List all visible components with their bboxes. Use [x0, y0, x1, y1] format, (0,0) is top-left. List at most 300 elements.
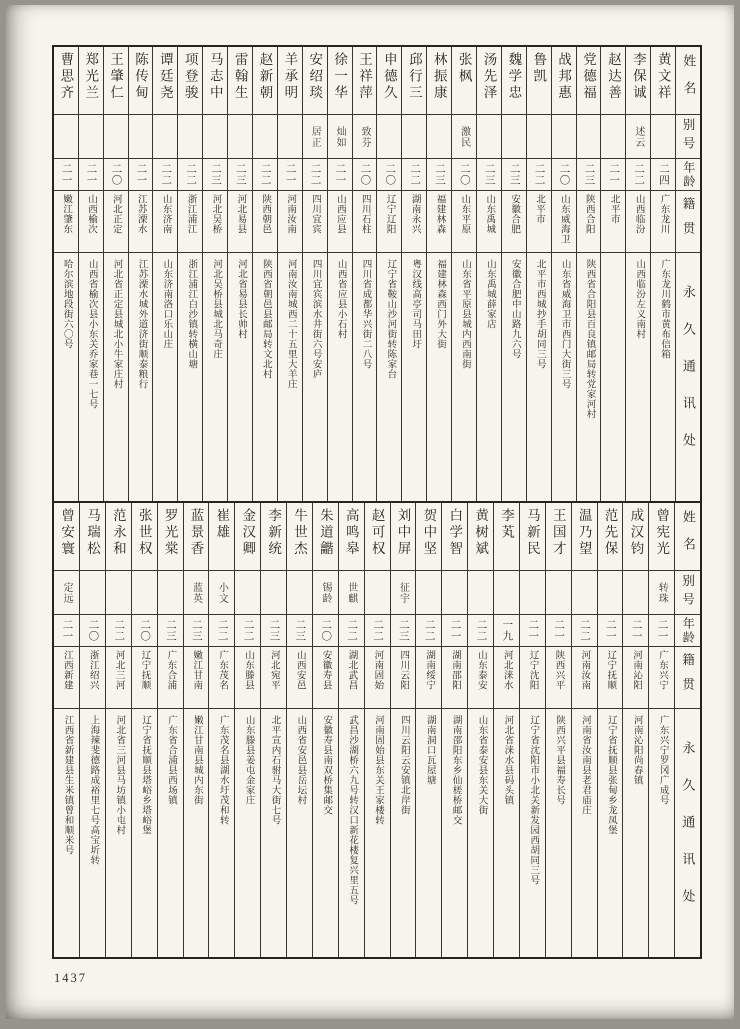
name-cell [494, 503, 519, 571]
alias-cell [552, 115, 576, 159]
address-cell [520, 709, 545, 957]
name-cell-text: 赵新朝 [257, 52, 273, 102]
name-cell-text: 党德福 [581, 52, 597, 102]
age-cell [494, 615, 519, 647]
age-cell-text: 二二 [578, 619, 590, 642]
name-cell-text: 雷翰生 [232, 52, 248, 102]
alias-cell [106, 571, 131, 615]
name-cell [278, 47, 302, 115]
address-cell [153, 253, 177, 501]
address-cell-text: 河南固始县东关王家楼转 [373, 715, 384, 825]
alias-cell [502, 115, 526, 159]
age-cell [129, 159, 153, 191]
origin-cell-text: 河南汝南 [579, 650, 590, 690]
origin-cell-text: 山东济南 [160, 194, 171, 234]
name-cell-text: 王祥萍 [357, 52, 373, 102]
origin-cell [178, 191, 202, 253]
person-column [287, 503, 313, 957]
name-cell [228, 47, 252, 115]
address-cell-text: 河北省易县长帅村 [236, 259, 246, 339]
origin-cell [598, 647, 623, 709]
name-cell [54, 503, 79, 571]
name-cell [178, 47, 202, 115]
header-address-label [675, 709, 700, 957]
alias-cell [626, 115, 650, 159]
origin-cell [129, 191, 153, 253]
name-cell-text: 曾宪光 [654, 508, 670, 558]
age-cell-text: 二〇 [458, 163, 470, 186]
age-cell-text: 二二 [533, 163, 545, 186]
address-cell-text: 浙江浦江白沙镇转横山塘 [186, 259, 197, 369]
origin-cell-text: 河南固始 [372, 650, 383, 690]
age-cell [468, 615, 493, 647]
origin-cell-text: 四川宜宾 [310, 194, 320, 234]
age-cell-text: 二〇 [139, 619, 151, 642]
person-column [178, 47, 203, 501]
origin-cell-text: 河北涞水 [501, 650, 512, 690]
header-age-text: 年龄 [681, 616, 696, 645]
origin-cell [572, 647, 597, 709]
age-cell-text: 二二 [371, 619, 383, 642]
address-cell [253, 253, 277, 501]
address-cell [402, 253, 426, 501]
address-cell-text: 河北省涞水县码头镇 [502, 715, 513, 805]
age-cell [209, 615, 234, 647]
address-cell [313, 709, 338, 957]
name-cell [427, 47, 451, 115]
name-cell [527, 47, 551, 115]
address-cell [339, 709, 364, 957]
origin-cell-text: 河北三河 [113, 650, 124, 690]
age-cell-text: 二二 [216, 619, 228, 642]
address-cell-text: 河南汝南城西二十五里大羊庄 [285, 259, 296, 389]
page-number: 1437 [54, 971, 87, 985]
address-cell [377, 253, 401, 501]
origin-cell-text: 山西临汾 [633, 194, 644, 234]
alias-cell-text: 灿如 [334, 125, 346, 148]
header-name-label [675, 503, 700, 571]
name-cell-text: 徐一华 [332, 52, 348, 102]
origin-cell [649, 647, 674, 709]
age-cell [477, 159, 501, 191]
address-cell [203, 253, 227, 501]
person-column [546, 503, 572, 957]
header-address-text: 永久通讯处 [680, 284, 696, 470]
age-cell-text: 二二 [160, 163, 172, 186]
alias-cell-text: 征宇 [397, 581, 409, 604]
person-column [313, 503, 339, 957]
origin-cell [391, 647, 416, 709]
alias-cell [253, 115, 277, 159]
directory-table-top [52, 45, 702, 503]
address-cell-text: 哈尔滨地段街六〇号 [61, 259, 72, 349]
age-cell [452, 159, 476, 191]
age-cell [442, 615, 467, 647]
address-cell-text: 四川省成都华兴街二八号 [360, 259, 371, 369]
origin-cell [132, 647, 157, 709]
age-cell-text: 二一 [60, 163, 72, 186]
origin-cell-text: 北平市 [534, 194, 545, 224]
alias-cell [365, 571, 390, 615]
address-cell [287, 709, 312, 957]
origin-cell [209, 647, 234, 709]
person-column [427, 47, 452, 501]
age-cell [104, 159, 128, 191]
name-cell [651, 47, 675, 115]
age-cell-text: 二〇 [558, 163, 570, 186]
age-cell-text: 二一 [135, 163, 147, 186]
name-cell-text: 崔雄 [214, 508, 230, 541]
origin-cell-text: 湖南邵阳 [450, 650, 460, 690]
person-column [54, 503, 80, 957]
name-cell [184, 503, 209, 571]
origin-cell-text: 陕西合阳 [583, 194, 594, 234]
origin-cell [452, 191, 476, 253]
age-cell [552, 159, 576, 191]
alias-cell [261, 571, 286, 615]
alias-cell [54, 115, 78, 159]
origin-cell-text: 山东威海卫 [558, 194, 569, 244]
address-cell-text: 辽宁省抚顺县张甸乡龙凤堡 [605, 715, 616, 835]
origin-cell-text: 河北宛平 [268, 650, 279, 690]
name-cell-text: 陈传甸 [133, 52, 149, 102]
name-cell-text: 谭廷尧 [157, 52, 173, 102]
address-cell-text: 山东滕县姜屯金家庄 [243, 715, 254, 805]
directory-tables [52, 45, 702, 959]
name-cell [339, 503, 364, 571]
name-cell [209, 503, 234, 571]
name-cell-text: 白学智 [447, 508, 463, 558]
origin-cell [353, 191, 377, 253]
alias-cell [572, 571, 597, 615]
name-cell-text: 曹思齐 [58, 52, 74, 102]
name-cell-text: 贺中坚 [421, 508, 437, 558]
address-cell [527, 253, 551, 501]
alias-cell [129, 115, 153, 159]
name-cell-text: 朱道龤 [317, 508, 333, 558]
name-cell-text: 邱行三 [406, 52, 422, 102]
age-cell-text: 二一 [334, 163, 346, 186]
age-cell [427, 159, 451, 191]
person-column [253, 47, 278, 501]
age-cell-text: 二一 [656, 619, 668, 642]
age-cell-text: 二三 [268, 619, 280, 642]
age-cell-text: 二三 [190, 619, 202, 642]
origin-cell-text: 辽宁抚顺 [139, 650, 150, 690]
name-cell [416, 503, 441, 571]
age-cell [402, 159, 426, 191]
origin-cell-text: 江西新建 [61, 650, 72, 690]
age-cell [79, 159, 103, 191]
alias-cell [132, 571, 157, 615]
age-cell-text: 二一 [61, 619, 73, 642]
origin-cell-text: 广东合浦 [165, 650, 176, 690]
address-cell [328, 253, 352, 501]
name-cell [365, 503, 390, 571]
address-cell [178, 253, 202, 501]
alias-cell [228, 115, 252, 159]
person-column [527, 47, 552, 501]
age-cell-text: 二二 [346, 619, 358, 642]
address-cell [572, 709, 597, 957]
origin-cell-text: 四川石柱 [359, 194, 370, 234]
address-cell-text: 北平市西城抄手胡同三号 [534, 259, 545, 369]
origin-cell [328, 191, 352, 253]
name-cell [546, 503, 571, 571]
address-cell-text: 山东济南洛口乐山庄 [161, 259, 172, 349]
origin-cell [494, 647, 519, 709]
name-cell-text: 金汉卿 [240, 508, 256, 558]
header-alias-label [675, 571, 700, 615]
person-column [365, 503, 391, 957]
name-cell-text: 曾安寰 [59, 508, 75, 558]
alias-cell-text: 激民 [458, 125, 470, 148]
person-column [54, 47, 79, 501]
person-column [391, 503, 417, 957]
header-origin-text: 籍贯 [681, 197, 696, 246]
alias-cell [391, 571, 416, 615]
person-column [353, 47, 378, 501]
alias-cell-text: 定远 [61, 581, 73, 604]
name-cell-text: 马新民 [524, 508, 540, 558]
header-column [676, 47, 700, 501]
age-cell-text: 二三 [164, 619, 176, 642]
age-cell [520, 615, 545, 647]
address-cell [353, 253, 377, 501]
origin-cell-text: 浙江浦江 [185, 194, 196, 234]
address-cell-text: 山东省威海卫市西门大街三号 [559, 259, 570, 389]
address-cell [54, 709, 79, 957]
person-column [228, 47, 253, 501]
name-cell [468, 503, 493, 571]
age-cell-text: 二三 [397, 619, 409, 642]
origin-cell-text: 湖南绥宁 [424, 650, 435, 690]
person-column [303, 47, 328, 501]
name-cell-text: 温乃望 [576, 508, 592, 558]
address-cell [79, 253, 103, 501]
address-cell-text: 四川云阳云安镇北岸街 [398, 715, 409, 815]
address-cell [129, 253, 153, 501]
origin-cell [365, 647, 390, 709]
name-cell [552, 47, 576, 115]
address-cell-text: 辽宁省沈阳市小北关新发园西胡同三号 [528, 715, 539, 885]
age-cell [235, 615, 260, 647]
origin-cell [261, 647, 286, 709]
address-cell [577, 253, 601, 501]
origin-cell-text: 广东茂名 [217, 650, 228, 690]
age-cell-text: 一九 [501, 619, 513, 642]
name-cell [261, 503, 286, 571]
name-cell [649, 503, 674, 571]
address-cell [184, 709, 209, 957]
header-alias-text: 别号 [680, 574, 695, 611]
age-cell-text: 二二 [475, 619, 487, 642]
origin-cell-text: 山西安邑 [294, 650, 305, 690]
origin-cell [623, 647, 648, 709]
origin-cell-text: 河南沁阳 [631, 650, 642, 690]
age-cell-text: 二一 [85, 163, 97, 186]
age-cell [572, 615, 597, 647]
age-cell [80, 615, 105, 647]
person-column [153, 47, 178, 501]
alias-cell-text: 致芬 [359, 125, 371, 148]
person-column [377, 47, 402, 501]
name-cell [158, 503, 183, 571]
person-column [203, 47, 228, 501]
alias-cell [328, 115, 352, 159]
address-cell [626, 253, 650, 501]
address-cell-text: 陕西兴平县福寿长号 [554, 715, 565, 805]
name-cell-text: 马瑞松 [84, 508, 100, 558]
header-age-text: 年龄 [681, 160, 696, 189]
name-cell [80, 503, 105, 571]
address-cell-text: 陕西省合阳县百良镇邮局转党家河村 [584, 259, 595, 419]
person-column [452, 47, 477, 501]
alias-cell [303, 115, 327, 159]
age-cell [377, 159, 401, 191]
person-column [416, 503, 442, 957]
name-cell-text: 申德久 [381, 52, 397, 102]
alias-cell [598, 571, 623, 615]
address-cell-text: 河南省汝南县老君庙庄 [580, 715, 591, 815]
person-column [598, 503, 624, 957]
address-cell-text: 广东兴宁罗冈广成号 [657, 715, 668, 805]
origin-cell-text: 山西榆次 [85, 194, 96, 234]
name-cell-text: 汤先泽 [481, 52, 497, 102]
name-cell [442, 503, 467, 571]
address-cell-text: 广东龙川鹤市黄布信箱 [659, 259, 670, 359]
alias-cell [158, 571, 183, 615]
origin-cell [153, 191, 177, 253]
origin-cell [79, 191, 103, 253]
alias-cell [546, 571, 571, 615]
age-cell-text: 二三 [483, 163, 495, 186]
origin-cell [442, 647, 467, 709]
address-cell [477, 253, 501, 501]
person-column [328, 47, 353, 501]
origin-cell-text: 北平市 [608, 194, 619, 224]
origin-cell-text: 湖北武昌 [346, 650, 357, 690]
origin-cell [577, 191, 601, 253]
address-cell-text: 江苏溧水城外道济街顺泰粮行 [136, 259, 147, 389]
person-column [209, 503, 235, 957]
alias-cell-text: 居正 [309, 125, 321, 148]
origin-cell [184, 647, 209, 709]
age-cell [365, 615, 390, 647]
origin-cell-text: 福建林森 [434, 194, 445, 234]
origin-cell-text: 辽宁辽阳 [384, 194, 395, 234]
alias-cell [416, 571, 441, 615]
name-cell-text: 战邦惠 [556, 52, 572, 102]
alias-cell [235, 571, 260, 615]
age-cell [203, 159, 227, 191]
header-address-label [676, 253, 700, 501]
name-cell-text: 马志中 [207, 52, 223, 102]
header-age-label [675, 615, 700, 647]
origin-cell [278, 191, 302, 253]
name-cell [402, 47, 426, 115]
address-cell [132, 709, 157, 957]
name-cell [79, 47, 103, 115]
origin-cell [339, 647, 364, 709]
origin-cell-text: 山东平原 [459, 194, 470, 234]
name-cell [601, 47, 625, 115]
origin-cell [313, 647, 338, 709]
age-cell-text: 二一 [604, 619, 616, 642]
origin-cell-text: 江苏溧水 [135, 194, 146, 234]
origin-cell-text: 广东龙川 [658, 194, 669, 234]
name-cell-text: 牛世杰 [291, 508, 307, 558]
age-cell [527, 159, 551, 191]
age-cell [178, 159, 202, 191]
address-cell-text: 山西省榆次县小东关乔家巷一七号 [86, 259, 97, 409]
age-cell [577, 159, 601, 191]
name-cell-text: 魏学忠 [506, 52, 522, 102]
name-cell [313, 503, 338, 571]
header-alias-text: 别号 [681, 118, 696, 155]
origin-cell [54, 191, 78, 253]
name-cell [623, 503, 648, 571]
origin-cell [253, 191, 277, 253]
alias-cell [427, 115, 451, 159]
person-column [104, 47, 129, 501]
name-cell-text: 赵达善 [605, 52, 621, 102]
alias-cell [402, 115, 426, 159]
address-cell-text: 安徽合肥中山路九六号 [509, 259, 520, 359]
origin-cell-text: 广东兴宁 [657, 650, 667, 690]
age-cell [106, 615, 131, 647]
person-column [402, 47, 427, 501]
origin-cell [651, 191, 675, 253]
address-cell-text: 山西省安邑县岳坛村 [295, 715, 306, 805]
name-cell [203, 47, 227, 115]
address-cell-text: 山西临汾左义南村 [634, 259, 645, 339]
age-cell-text: 二〇 [87, 619, 99, 642]
age-cell [228, 159, 252, 191]
alias-cell [651, 115, 675, 159]
address-cell [54, 253, 78, 501]
origin-cell [477, 191, 501, 253]
name-cell [377, 47, 401, 115]
address-cell-text: 陕西省朝邑县邮局转文北村 [260, 259, 271, 379]
address-cell [427, 253, 451, 501]
name-cell-text: 张世权 [136, 508, 152, 558]
age-cell [158, 615, 183, 647]
address-cell-text: 上海辣斐德路成裕里七号高宝圻转 [88, 715, 99, 865]
name-cell [287, 503, 312, 571]
origin-cell [546, 647, 571, 709]
alias-cell-text: 述云 [632, 125, 644, 148]
address-cell-text: 河北省三河县马坊镇小屯村 [114, 715, 125, 835]
name-cell [353, 47, 377, 115]
name-cell [520, 503, 545, 571]
age-cell-text: 二二 [259, 163, 271, 186]
age-cell [546, 615, 571, 647]
directory-table-bottom [52, 503, 702, 959]
person-column [158, 503, 184, 957]
origin-cell-text: 山西应县 [334, 194, 345, 234]
age-cell [416, 615, 441, 647]
age-cell-text: 二一 [284, 163, 296, 186]
origin-cell-text: 山东禹城 [484, 194, 495, 234]
address-cell [209, 709, 234, 957]
name-cell [106, 503, 131, 571]
alias-cell [287, 571, 312, 615]
person-column [572, 503, 598, 957]
alias-cell [494, 571, 519, 615]
address-cell [601, 253, 625, 501]
person-column [649, 503, 675, 957]
